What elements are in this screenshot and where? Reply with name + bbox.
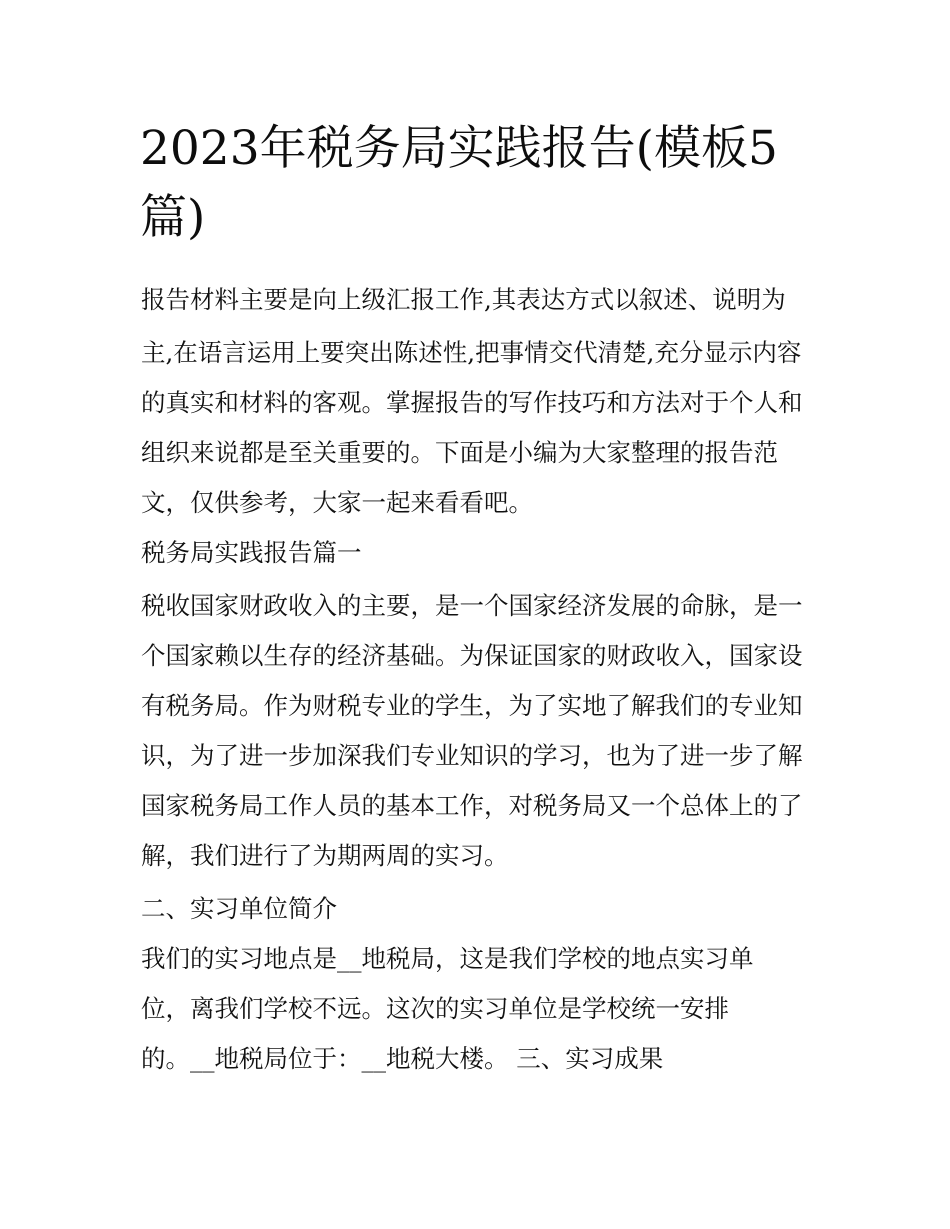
body-line-9: 的。__地税局位于：__地税大楼。 三、实习成果 (141, 1044, 664, 1073)
body-line-3: 有税务局。作为财税专业的学生，为了实地了解我们的专业知 (141, 691, 803, 720)
intro-line-3: 的真实和材料的客观。掌握报告的写作技巧和方法对于个人和 (141, 388, 803, 417)
body-line-1: 税收国家财政收入的主要，是一个国家经济发展的命脉，是一 (141, 591, 803, 620)
body-line-8: 位，离我们学校不远。这次的实习单位是学校统一安排 (141, 994, 729, 1023)
document-title (140, 114, 830, 252)
body-line-6: 解，我们进行了为期两周的实习。 (141, 841, 509, 870)
intro-line-1: 报告材料主要是向上级汇报工作,其表达方式以叙述、说明为 (141, 285, 786, 314)
intro-line-4: 组织来说都是至关重要的。下面是小编为大家整理的报告范 (141, 438, 778, 467)
section-heading-2: 二、实习单位简介 (141, 894, 337, 923)
body-line-2: 个国家赖以生存的经济基础。为保证国家的财政收入，国家设 (141, 641, 803, 670)
intro-line-5: 文，仅供参考，大家一起来看看吧。 (141, 488, 533, 517)
title-line-1: 2023年税务局实践报告(模板5 (140, 121, 778, 176)
section-heading-1: 税务局实践报告篇一 (141, 538, 362, 567)
body-line-4: 识，为了进一步加深我们专业知识的学习，也为了进一步了解 (141, 741, 803, 770)
intro-line-2: 主,在语言运用上要突出陈述性,把事情交代清楚,充分显示内容 (141, 338, 802, 367)
body-line-7: 我们的实习地点是__地税局，这是我们学校的地点实习单 (141, 944, 754, 973)
body-line-5: 国家税务局工作人员的基本工作，对税务局又一个总体上的了 (141, 791, 803, 820)
title-line-2: 篇) (140, 190, 206, 245)
